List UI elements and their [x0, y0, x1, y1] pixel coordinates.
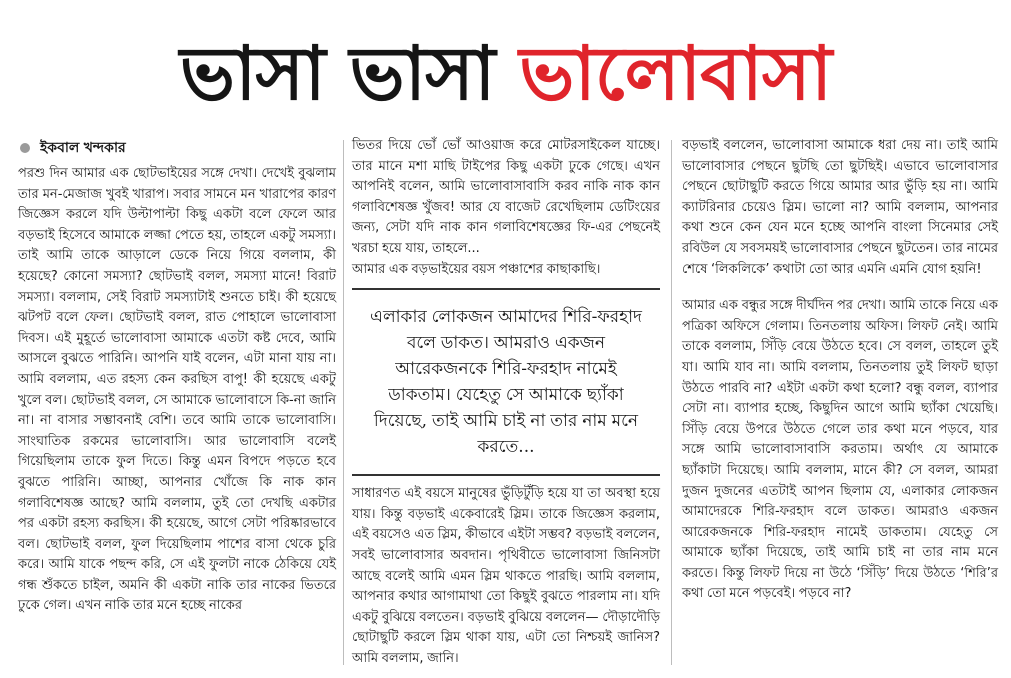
- paragraph: সাধারণত এই বয়সে মানুষের ভুঁড়িটুঁড়ি হয়ে যা তা অবস্থা হয়ে যায়। কিন্তু বড়ভাই একেবারেই স্লিম। তাকে জিজ্ঞেস করলাম, এই বয়সেও এত স্লিম, কীভাবে এইটা সম্ভব? বড়ভাই বললেন, সবই ভালোবাসার অবদান। পৃথিবীতে ভালোবাসা জিনিসটা আছে বলেই আমি এমন স্লিম থাকতে পারছি। আমি বললাম, আপনার কথার আগামাথা তো কিছুই বুঝতে পারলাম না। যদি একটু বুঝিয়ে বলতেন। বড়ভাই বুঝিয়ে বললেন— দৌড়াদৌড়ি ছোটাছুটি করলে স্লিম থাকা যায়, এটা তো নিশ্চয়ই জানিস? আমি বললাম, জানি।: [352, 486, 660, 666]
- paragraph: আমার এক বন্ধুর সঙ্গে দীর্ঘদিন পর দেখা। আমি তাকে নিয়ে এক পত্রিকা অফিসে গেলাম। তিনতলায় অফিস। লিফট নেই। আমি তাকে বললাম, সিঁড়ি বেয়ে উঠতে হবে। সে বলল, তাহলে তুই যা। আমি যাব না। আমি বললাম, তিনতলায় তুই লিফট ছাড়া উঠতে পারবি না? এইটা একটা কথা হলো? বন্ধু বলল, ব্যাপার সেটা না। ব্যাপার হচ্ছে, কিছুদিন আগে আমি ছ্যাঁকা খেয়েছি। সিঁড়ি বেয়ে উপরে উঠতে গেলে তার কথা মনে পড়বে, যার সঙ্গে আমি ভালোবাসাবাসি করতাম। অর্থাৎ যে আমাকে ছ্যাঁকাটা দিয়েছে। আমি বললাম, মানে কী? সে বলল, আমরা দুজন দুজনের এতটাই আপন ছিলাম যে, এলাকার লোকজন আমাদেরকে শিরি-ফরহাদ বলে ডাকত। আমরাও একজন আরেকজনকে শিরি-ফরহাদ নামেই ডাকতাম। যেহেতু সে আমাকে ছ্যাঁকা দিয়েছে, তাই আমি চাই না তার নাম মনে করতে। কিন্তু লিফট দিয়ে না উঠে ‘সিঁড়ি’ দিয়ে উঠতে ‘শিরি’র কথা তো মনে পড়বেই। পড়বে না?: [682, 298, 998, 602]
- paragraph: আমার এক বড়ভাইয়ের বয়স পঞ্চাশের কাছাকাছি।: [352, 261, 601, 277]
- byline-bullet-icon: [20, 143, 30, 153]
- pullquote-top-rule: [352, 288, 660, 290]
- column-1: [18, 136, 336, 617]
- paragraph: ভিতর দিয়ে ভোঁ ভোঁ আওয়াজ করে মোটরসাইকেল যাচ্ছে। তার মানে মশা মাছি টাইপের কিছু একটা ঢুকে গেছে। এখন আপনিই বলেন, আমি ভালোবাসাবাসি করব নাকি নাক কান গলাবিশেষজ্ঞ খুঁজব! আর যে বাজেট রেখেছিলাম ডেটিংয়ের জন্য, সেটা যদি নাক কান গলাবিশেষজ্ঞের ফি-এর পেছনেই খরচা হয়ে যায়, তাহলে...: [352, 138, 660, 256]
- headline-part-black: ভাসা ভাসা: [179, 31, 495, 117]
- column-2: [352, 136, 660, 670]
- paragraph-gap: [682, 280, 998, 296]
- headline-part-red: ভালোবাসা: [519, 31, 832, 117]
- author-name: ইকবাল খন্দকার: [40, 139, 126, 156]
- column-3: [682, 136, 998, 605]
- column-separator: [343, 140, 344, 665]
- pullquote: এলাকার লোকজন আমাদের শিরি-ফরহাদ বলে ডাকত। আমরাও একজন আরেকজনকে শিরি-ফরহাদ নামেই ডাকতাম। যেহেতু সে আমাকে ছ্যাঁকা দিয়েছে, তাই আমি চাই না তার নাম মনে করতে...: [370, 307, 642, 458]
- paragraph: পরশু দিন আমার এক ছোটভাইয়ের সঙ্গে দেখা। দেখেই বুঝলাম তার মন-মেজাজ খুবই খারাপ। সবার সামনে মন খারাপের কারণ জিজ্ঞেস করলে যদি উল্টাপাল্টা কিছু একটা বলে ফেলে আর বড়ভাই হিসেবে আমাকে লজ্জা পেতে হয়, তাহলে একটু সমস্যা। তাই আমি তাকে আড়ালে ডেকে নিয়ে গিয়ে বললাম, কী হয়েছে? কোনো সমস্যা? ছোটভাই বলল, সমস্যা মানে! বিরাট সমস্যা। বললাম, সেই বিরাট সমস্যাটাই শুনতে চাই। কী হয়েছে ঝটপট বলে ফেল। ছোটভাই বলল, রাত পোহালে ভালোবাসা দিবস। এই মুহূর্তে ভালোবাসা আমাকে এতটা কষ্ট দেবে, আমি আসলে বুঝতে পারিনি। আপনি যাই বলেন, এটা মানা যায় না। আমি বললাম, এত রহস্য কেন করছিস বাপু! কী হয়েছে একটু খুলে বল। ছোটভাই বলল, সে আমাকে ভালোবাসে কি-না জানি না। না বাসার সম্ভাবনাই বেশি। তবে আমি তাকে ভালোবাসি। সাংঘাতিক রকমের ভালোবাসি। আর ভালোবাসি বলেই গিয়েছিলাম তাকে ফুল দিতে। কিন্তু এমন বিপদে পড়তে হবে বুঝতে পারিনি। আচ্ছা, আপনার খোঁজে কি নাক কান গলাবিশেষজ্ঞ আছে? আমি বললাম, তুই তো দেখছি একটার পর একটা রহস্য করছিস। কী হয়েছে, আগে সেটা পরিষ্কারভাবে বল। ছোটভাই বলল, ফুল দিয়েছিলাম পাশের বাসা থেকে চুরি করে। আমি যাকে পছন্দ করি, সে এই ফুলটা নাকে ঠেকিয়ে যেই গন্ধ শুঁকতে চাইল, অমনি কী একটা নাকি তার নাকের ভিতরে ঢুকে গেল। এখন নাকি তার মনে হচ্ছে নাকের: [18, 166, 336, 614]
- column-separator: [671, 140, 672, 665]
- paragraph: বড়ভাই বললেন, ভালোবাসা আমাকে ধরা দেয় না। তাই আমি ভালোবাসার পেছনে ছুটছি তো ছুটছিই। এভাবে ভালোবাসার পেছনে ছোটাছুটি করতে গিয়ে আমার আর ভুঁড়ি হয় না। আমি ক্যাটরিনার চেয়েও স্লিম। ভালো না? আমি বললাম, আপনার কথা শুনে কেন যেন মনে হচ্ছে আপনি বাংলা সিনেমার সেই রবিউল যে সবসময়ই ভালোবাসার পেছনে ছুটতেন। তার নামের শেষে ‘লিকলিকে’ কথাটা তো আর এমনি এমনি যোগ হয়নি!: [682, 138, 998, 277]
- pullquote-bottom-rule: [352, 474, 660, 476]
- headline: [0, 20, 1011, 128]
- byline: [18, 136, 336, 160]
